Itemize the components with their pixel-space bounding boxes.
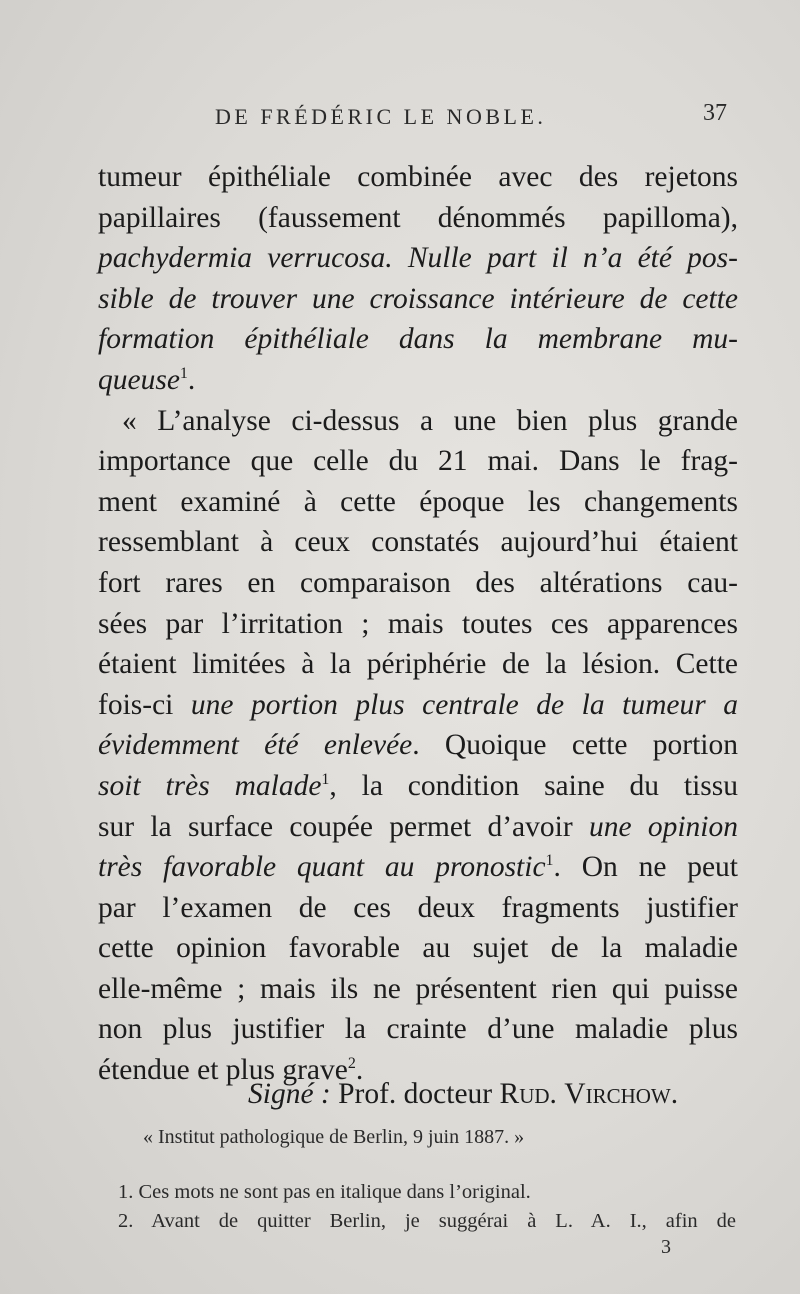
text-line-15 [98, 725, 738, 766]
text-line-12: sées par l’irritation ; mais toutes ces apparences [98, 607, 738, 640]
signature-signe: Signé : [248, 1078, 331, 1110]
text-line-14-start: fois-ci [98, 688, 191, 721]
signature-separator: . [549, 1078, 565, 1110]
italic-text-line-4: sible de trouver une croissance intérieure de cette [98, 282, 738, 315]
signature-first-name: Rud [499, 1078, 550, 1110]
text-line-22: non plus justifier la crainte d’une maladie plus [98, 1013, 738, 1046]
text-line-6 [98, 360, 738, 401]
body-text [98, 157, 738, 1091]
text-line-5 [98, 319, 738, 360]
text-line-14 [98, 685, 738, 726]
printer-signature-mark: 3 [661, 1236, 671, 1258]
text-line-17 [98, 807, 738, 848]
text-line-20: cette opinion favorable au sujet de la maladie [98, 932, 738, 965]
footnote-ref: 1 [321, 771, 330, 789]
text-line-3 [98, 238, 738, 279]
signature-end: . [670, 1078, 679, 1110]
text-line-23-text: étendue et plus grave [98, 1054, 348, 1087]
footnote-1: 1. Ces mots ne sont pas en italique dans l’original. [118, 1181, 531, 1203]
signature-last-name: Virchow [564, 1078, 671, 1110]
text-line-11: fort rares en comparaison des altérations cau- [98, 566, 738, 599]
footnote-ref: 1 [545, 852, 554, 870]
text-line-6-end: . [187, 363, 196, 396]
italic-text-line-15: évidemment été enlevée [98, 729, 413, 762]
text-line-17-start: sur la surface coupée permet d’avoir [98, 810, 589, 843]
signature-title: Prof. docteur [330, 1078, 500, 1110]
text-line-13: étaient limitées à la périphérie de la lésion. Cette [98, 648, 738, 681]
text-line-2: papillaires (faussement dénommés papilloma), [98, 201, 738, 234]
text-line-18-end: . On ne peut [553, 851, 738, 884]
signature-line [248, 1078, 678, 1111]
institute-dateline: « Institut pathologique de Berlin, 9 juin 1887. » [143, 1126, 525, 1148]
text-line-21: elle-même ; mais ils ne présentent rien qui puisse [98, 972, 738, 1005]
text-line-19: par l’examen de ces deux fragments justifier [98, 891, 738, 924]
text-line-15-end: . Quoique cette portion [412, 729, 739, 762]
footnotes [118, 1178, 736, 1236]
running-title: DE FRÉDÉRIC LE NOBLE. [215, 104, 547, 129]
italic-text-line-3: pachydermia verrucosa. Nulle part il n’a été pos- [98, 242, 738, 275]
text-line-1: tumeur épithéliale combinée avec des rejetons [98, 161, 738, 193]
text-line-23-end: . [355, 1054, 364, 1087]
italic-text-line-14: une portion plus centrale de la tumeur a [190, 688, 738, 721]
text-line-9: ment examiné à cette époque les changements [98, 485, 738, 518]
footnote-2: 2. Avant de quitter Berlin, je suggérai à L. A. I., afin de [118, 1210, 736, 1232]
footnote-ref: 2 [347, 1055, 356, 1073]
text-line-10: ressemblant à ceux constatés aujourd’hui étaient [98, 526, 738, 559]
text-line-18 [98, 847, 738, 888]
italic-text-line-6: queuse [98, 363, 180, 396]
text-line-8: importance que celle du 21 mai. Dans le frag- [98, 445, 738, 478]
text-line-16 [98, 766, 738, 807]
text-line-7: « L’analyse ci-dessus a une bien plus grande [122, 404, 738, 437]
italic-text-line-5: formation épithéliale dans la membrane mu- [98, 323, 738, 356]
italic-text-line-16: soit très malade [98, 769, 322, 802]
running-head [0, 100, 800, 136]
footnote-ref: 1 [179, 365, 188, 383]
text-line-4 [98, 279, 738, 320]
italic-text-line-17: une opinion [588, 810, 738, 843]
italic-text-line-18: très favorable quant au pronostic [98, 851, 546, 884]
page-number: 37 [703, 100, 727, 126]
text-line-16-end: , la condition saine du tissu [329, 769, 738, 802]
